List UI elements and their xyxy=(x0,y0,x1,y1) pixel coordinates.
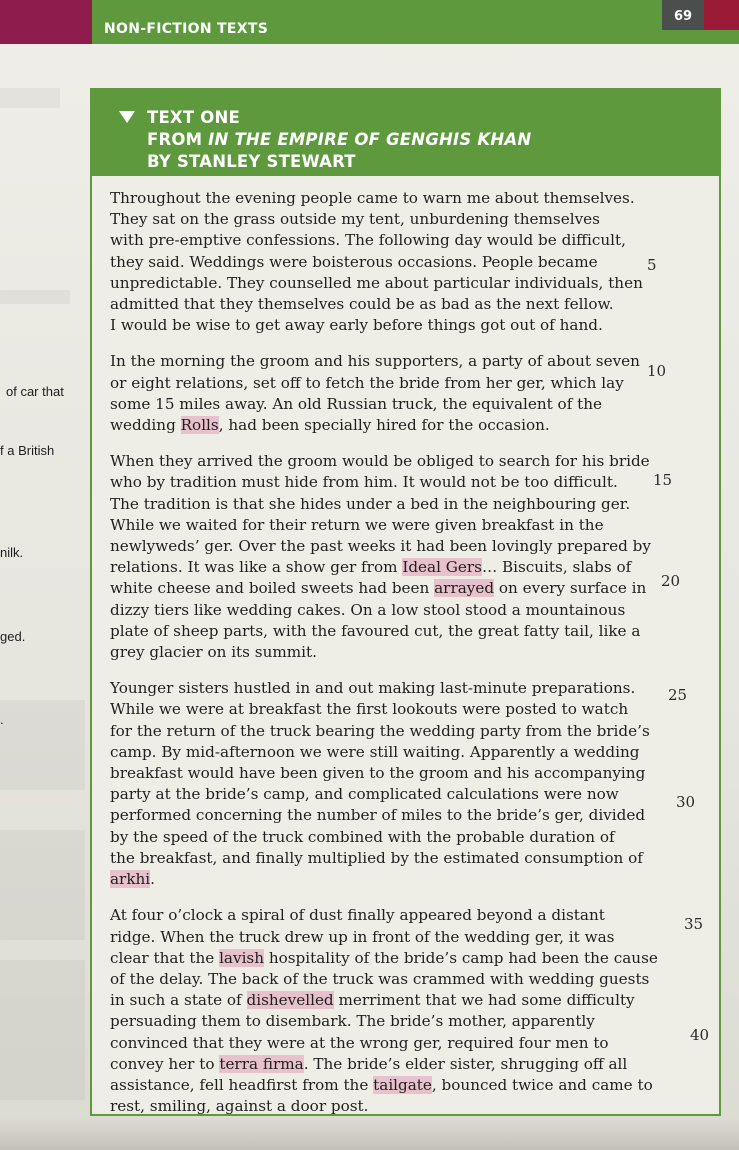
text-segment: I would be wise to get away early before things got out of hand. xyxy=(110,316,603,335)
text-segment: clear that the xyxy=(110,948,220,967)
text-line xyxy=(110,600,650,621)
extract-paragraph xyxy=(110,905,658,1117)
text-segment: , had been specially hired for the occasion. xyxy=(218,416,550,435)
text-segment: In the morning the groom and his supporters, a party of about seven xyxy=(110,352,640,371)
text-line xyxy=(110,578,650,599)
line-number: 15 xyxy=(653,471,673,489)
text-segment: The tradition is that she hides under a bed in the neighbouring ger. xyxy=(110,494,631,513)
text-segment: dizzy tiers like wedding cakes. On a low stool stood a mountainous xyxy=(110,600,626,619)
text-segment: They sat on the grass outside my tent, unburdening themselves xyxy=(110,210,600,229)
highlighted-word: lavish xyxy=(219,948,265,967)
highlighted-word: Ideal Gers xyxy=(402,558,482,577)
text-segment: relations. It was like a show ger from xyxy=(110,558,403,577)
text-segment: While we were at breakfast the first lookouts were posted to watch xyxy=(110,700,629,719)
text-line xyxy=(110,209,650,230)
text-segment: When they arrived the groom would be obliged to search for his bride xyxy=(110,452,650,471)
text-line xyxy=(110,230,650,251)
text-segment: wedding xyxy=(110,416,181,435)
line-number: 30 xyxy=(676,793,696,811)
text-line xyxy=(110,252,650,273)
line-number: 5 xyxy=(647,256,657,274)
corner-tab xyxy=(704,0,739,30)
left-margin-column xyxy=(0,0,100,1150)
bleed-through-text xyxy=(0,830,85,940)
text-segment: who by tradition must hide from him. It would not be too difficult. xyxy=(110,473,618,492)
text-line xyxy=(110,557,650,578)
extract-paragraph xyxy=(110,351,650,436)
text-line xyxy=(110,315,650,336)
text-line xyxy=(110,394,650,415)
text-line xyxy=(110,1075,653,1096)
highlighted-word: arrayed xyxy=(434,579,495,598)
text-line xyxy=(110,927,650,948)
text-line xyxy=(110,1011,650,1032)
triangle-down-icon xyxy=(119,111,135,123)
text-segment: in such a state of xyxy=(110,991,247,1010)
text-segment: rest, smiling, against a door post. xyxy=(110,1097,369,1116)
text-line xyxy=(110,472,650,493)
text-segment: plate of sheep parts, with the favoured cut, the great fatty tail, like a xyxy=(110,621,641,640)
text-line xyxy=(110,827,650,848)
text-segment: hospitality of the bride’s camp had been the cause xyxy=(264,948,658,967)
text-line xyxy=(110,273,650,294)
text-line xyxy=(110,451,650,472)
text-segment: While we waited for their return we were given breakfast in the xyxy=(110,515,604,534)
text-segment: , bounced twice and came to xyxy=(431,1075,653,1094)
source-title: IN THE EMPIRE OF GENGHIS KHAN xyxy=(208,130,532,149)
text-line xyxy=(110,515,650,536)
text-line xyxy=(110,373,650,394)
text-line xyxy=(110,905,650,926)
section-title: NON-FICTION TEXTS xyxy=(104,21,269,37)
text-segment: grey glacier on its summit. xyxy=(110,643,317,662)
text-segment: some 15 miles away. An old Russian truck, the equivalent of the xyxy=(110,394,603,413)
text-segment: Younger sisters hustled in and out making last-minute preparations. xyxy=(110,679,636,698)
text-line xyxy=(110,948,658,969)
text-segment: they said. Weddings were boisterous occasions. People became xyxy=(110,252,598,271)
text-line xyxy=(110,536,650,557)
margin-snippet: ged. xyxy=(0,629,26,644)
text-line xyxy=(110,1054,650,1075)
line-number: 40 xyxy=(690,1026,710,1044)
text-segment: admitted that they themselves could be as bad as the next fellow. xyxy=(110,295,614,314)
text-segment: . xyxy=(150,870,155,889)
bleed-through-text xyxy=(0,88,60,108)
text-segment: At four o’clock a spiral of dust finally appeared beyond a distant xyxy=(110,906,605,925)
text-line xyxy=(110,294,650,315)
line-number: 10 xyxy=(647,362,667,380)
text-line xyxy=(110,642,650,663)
text-segment: unpredictable. They counselled me about particular individuals, then xyxy=(110,273,643,292)
highlighted-word: terra firma xyxy=(219,1054,304,1073)
text-line xyxy=(110,415,650,436)
text-segment: or eight relations, set off to fetch the bride from her ger, which lay xyxy=(110,373,624,392)
page-number: 69 xyxy=(673,9,693,24)
margin-snippet: of car that xyxy=(6,384,64,399)
page-shadow xyxy=(0,1118,739,1150)
author-line: BY STANLEY STEWART xyxy=(147,152,356,171)
text-segment: with pre-emptive confessions. The following day would be difficult, xyxy=(110,231,626,250)
text-segment: breakfast would have been given to the groom and his accompanying xyxy=(110,764,646,783)
text-line xyxy=(110,969,650,990)
highlighted-word: arkhi xyxy=(110,870,151,889)
text-one-box xyxy=(90,88,721,1116)
text-line xyxy=(110,763,650,784)
extract-paragraph xyxy=(110,188,650,336)
text-segment: for the return of the truck bearing the wedding party from the bride’s xyxy=(110,721,650,740)
text-line xyxy=(110,784,650,805)
text-segment: by the speed of the truck combined with the probable duration of xyxy=(110,827,615,846)
text-segment: newlyweds’ ger. Over the past weeks it had been lovingly prepared by xyxy=(110,537,651,556)
text-segment: persuading them to disembark. The bride’s mother, apparently xyxy=(110,1012,595,1031)
text-label: TEXT ONE xyxy=(147,108,240,127)
bleed-through-text xyxy=(0,960,85,1100)
text-line xyxy=(110,805,650,826)
text-line xyxy=(110,869,650,890)
text-segment: … Biscuits, slabs of xyxy=(481,558,632,577)
text-segment: of the delay. The back of the truck was crammed with wedding guests xyxy=(110,969,650,988)
text-line xyxy=(110,188,650,209)
line-number: 35 xyxy=(684,915,704,933)
bleed-through-text xyxy=(0,290,70,304)
text-segment: Throughout the evening people came to warn me about themselves. xyxy=(110,189,635,207)
text-segment: convey her to xyxy=(110,1054,220,1073)
source-line: FROM IN THE EMPIRE OF GENGHIS KHAN xyxy=(147,130,532,149)
text-segment: convinced that they were at the wrong ger, required four men to xyxy=(110,1033,609,1052)
line-number: 25 xyxy=(668,686,688,704)
margin-snippet: . xyxy=(0,712,4,727)
text-line xyxy=(110,351,650,372)
text-segment: performed concerning the number of miles to the bride’s ger, divided xyxy=(110,806,646,825)
text-segment: white cheese and boiled sweets had been xyxy=(110,579,435,598)
text-line xyxy=(110,678,650,699)
text-line xyxy=(110,990,650,1011)
text-line xyxy=(110,494,650,515)
highlighted-word: tailgate xyxy=(373,1075,432,1094)
text-segment: . The bride’s elder sister, shrugging off all xyxy=(303,1054,628,1073)
extract-paragraph xyxy=(110,451,650,663)
highlighted-word: dishevelled xyxy=(246,991,334,1010)
text-segment: on every surface in xyxy=(494,579,647,598)
text-segment: assistance, fell headfirst from the xyxy=(110,1075,374,1094)
line-number: 20 xyxy=(661,572,681,590)
text-line xyxy=(110,848,650,869)
text-segment: the breakfast, and finally multiplied by the estimated consumption of xyxy=(110,848,643,867)
text-segment: party at the bride’s camp, and complicated calculations were now xyxy=(110,785,619,804)
text-line xyxy=(110,742,650,763)
text-line xyxy=(110,1096,650,1117)
text-segment: merriment that we had some difficulty xyxy=(333,991,635,1010)
highlighted-word: Rolls xyxy=(180,416,219,435)
text-box-header xyxy=(92,90,719,176)
text-segment: ridge. When the truck drew up in front of the wedding ger, it was xyxy=(110,927,615,946)
text-line xyxy=(110,1033,650,1054)
extract-paragraph xyxy=(110,678,650,890)
text-line xyxy=(110,699,650,720)
text-line xyxy=(110,721,650,742)
text-line xyxy=(110,621,650,642)
text-segment: camp. By mid-afternoon we were still waiting. Apparently a wedding xyxy=(110,742,640,761)
bleed-through-text xyxy=(0,700,85,790)
margin-snippet: f a British xyxy=(0,443,55,458)
margin-snippet: nilk. xyxy=(0,545,24,560)
